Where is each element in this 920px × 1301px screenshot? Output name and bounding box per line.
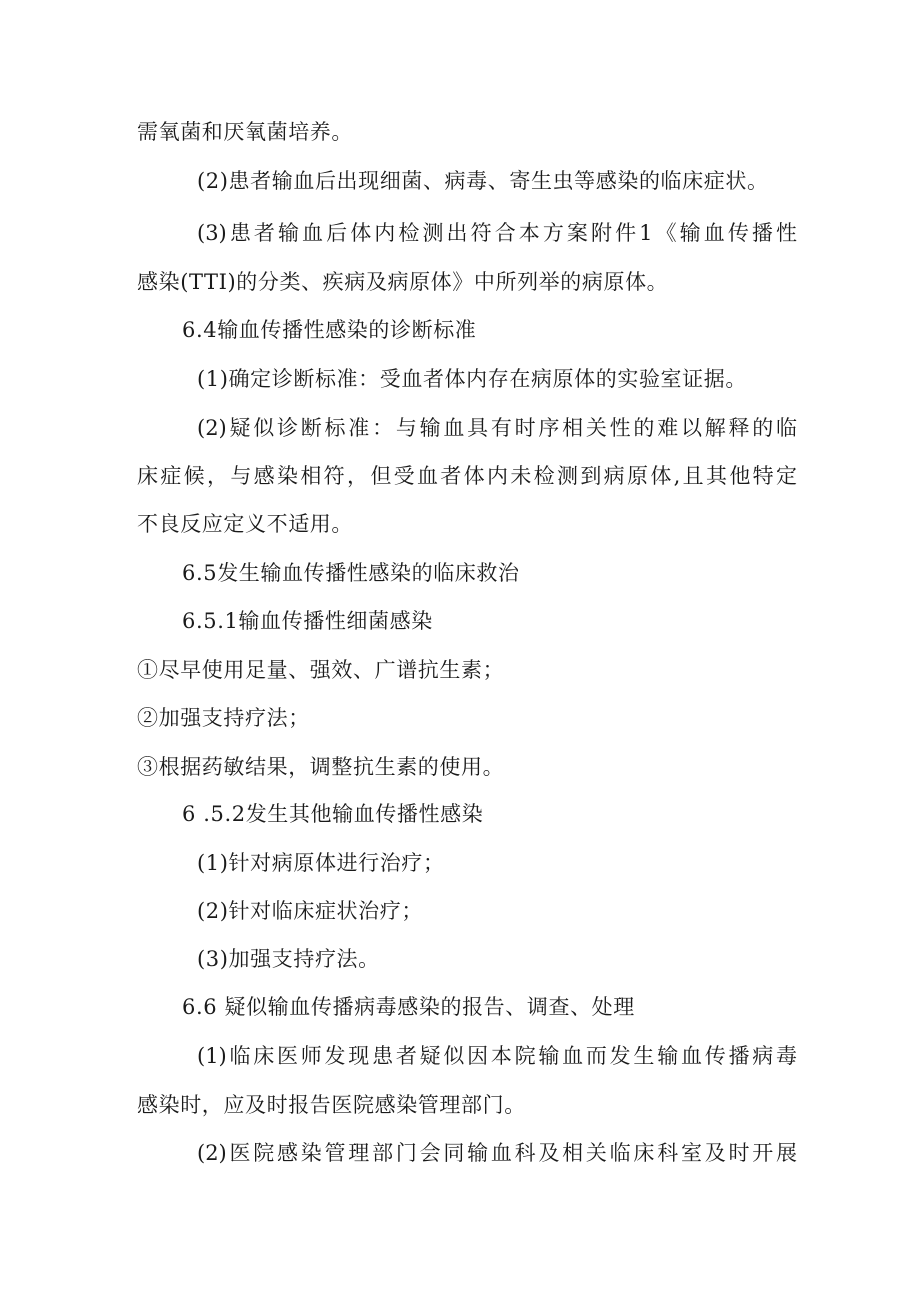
text-line-report-2: (2)医院感染管理部门会同输血科及相关临床科室及时开展 — [197, 1141, 797, 1165]
text-line-item-3-cont: 感染(TTI)的分类、疾病及病原体》中所列举的病原体。 — [137, 270, 669, 294]
section-heading-6-6: 6.6 疑似输血传播病毒感染的报告、调查、处理 — [182, 995, 635, 1019]
text-line-item-2: (2)患者输血后出现细菌、病毒、寄生虫等感染的临床症状。 — [197, 169, 769, 193]
section-heading-6-5: 6.5发生输血传播性感染的临床救治 — [182, 561, 520, 585]
text-line-continuation: 需氧菌和厌氧菌培养。 — [137, 120, 353, 144]
section-heading-6-5-2: 6 .5.2发生其他输血传播性感染 — [182, 802, 484, 826]
text-line-suspected-diagnosis-end: 不良反应定义不适用。 — [137, 512, 353, 536]
text-line-report-1-cont: 感染时，应及时报告医院感染管理部门。 — [137, 1093, 526, 1117]
text-line-confirmed-diagnosis: (1)确定诊断标准：受血者体内存在病原体的实验室证据。 — [197, 367, 747, 391]
text-line-suspected-diagnosis: (2)疑似诊断标准：与输血具有时序相关性的难以解释的临 — [197, 416, 797, 440]
list-item-support-therapy-2: (3)加强支持疗法。 — [197, 947, 380, 971]
section-heading-6-4: 6.4输血传播性感染的诊断标准 — [182, 318, 477, 342]
section-heading-6-5-1: 6.5.1输血传播性细菌感染 — [182, 609, 433, 633]
list-item-support-therapy: ②加强支持疗法； — [137, 706, 310, 730]
text-line-suspected-diagnosis-cont: 床症候，与感染相符，但受血者体内未检测到病原体,且其他特定 — [137, 464, 797, 488]
list-item-symptom-treatment: (2)针对临床症状治疗； — [197, 899, 423, 923]
list-item-adjust-antibiotics: ③根据药敏结果，调整抗生素的使用。 — [137, 755, 505, 779]
text-line-report-1: (1)临床医师发现患者疑似因本院输血而发生输血传播病毒 — [197, 1044, 797, 1068]
list-item-pathogen-treatment: (1)针对病原体进行治疗； — [197, 851, 445, 875]
list-item-antibiotics: ①尽早使用足量、强效、广谱抗生素； — [137, 658, 505, 682]
text-line-item-3: (3)患者输血后体内检测出符合本方案附件1《输血传播性 — [197, 221, 797, 245]
